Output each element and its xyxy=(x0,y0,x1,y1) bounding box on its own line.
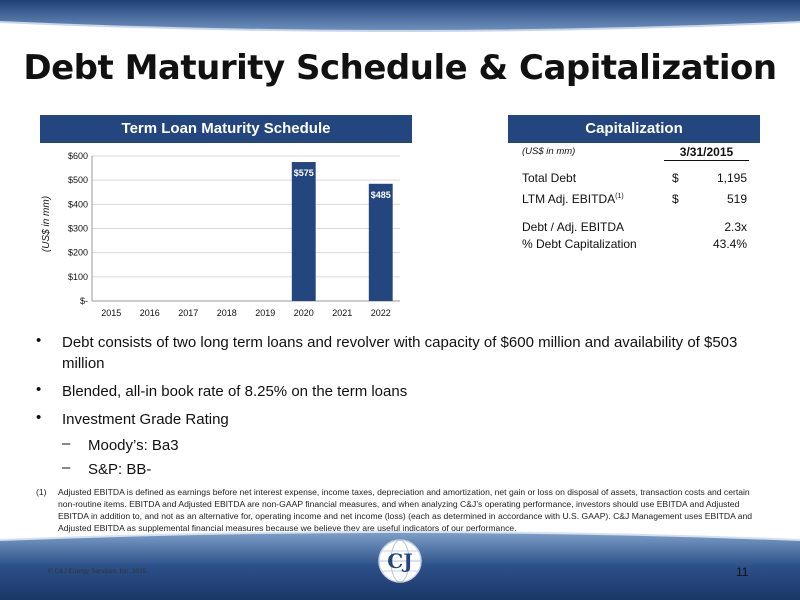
company-logo xyxy=(374,536,426,586)
row-currency-total-debt: $ xyxy=(672,171,679,185)
row-label-debt-capitalization: % Debt Capitalization xyxy=(522,237,637,251)
term-loan-maturity-chart xyxy=(40,144,412,324)
bullet-marker: • xyxy=(36,332,42,349)
y-tick-label: $500 xyxy=(67,175,88,186)
x-tick-label: 2021 xyxy=(332,308,353,318)
row-value-total-debt: 1,195 xyxy=(716,171,747,185)
x-tick-label: 2018 xyxy=(216,308,237,318)
top-decorative-band xyxy=(0,0,800,40)
capitalization-header: Capitalization xyxy=(508,115,760,143)
row-value-ltm-ebitda: 519 xyxy=(726,192,747,206)
maturity-schedule-header: Term Loan Maturity Schedule xyxy=(40,115,412,143)
bullet-marker: • xyxy=(36,409,42,426)
x-tick-label: 2019 xyxy=(255,308,276,318)
bullet-text: Debt consists of two long term loans and revolver with capacity of $600 million and availability of $503 million xyxy=(62,334,738,372)
sub-bullet-marker: – xyxy=(62,459,71,476)
x-tick-label: 2022 xyxy=(370,308,391,318)
data-label-2020: $575 xyxy=(293,168,314,179)
capitalization-table xyxy=(519,144,764,264)
sub-bullet-marker: – xyxy=(62,435,71,452)
x-tick-label: 2020 xyxy=(293,308,314,318)
bullet-marker: • xyxy=(36,381,42,398)
sub-bullet-text: S&P: BB- xyxy=(88,461,152,478)
row-label-total-debt: Total Debt xyxy=(522,171,577,185)
row-value-debt-capitalization: 43.4% xyxy=(712,237,747,251)
x-tick-label: 2016 xyxy=(139,308,160,318)
bullet-text: Investment Grade Rating xyxy=(62,411,229,428)
row-value-debt-ebitda: 2.3x xyxy=(724,220,747,234)
y-tick-label: $600 xyxy=(67,151,88,161)
footnote-number: (1) xyxy=(36,487,47,497)
row-label-ltm-ebitda: LTM Adj. EBITDA$^{(1)}$ xyxy=(522,192,624,206)
row-label-debt-ebitda: Debt / Adj. EBITDA xyxy=(522,220,625,234)
y-tick-label: $- xyxy=(79,296,88,306)
y-tick-label: $400 xyxy=(67,199,88,210)
footnote-text: Adjusted EBITDA is defined as earnings before net interest expense, income taxes, depreciation and amortization, net gain or loss on disposal of assets, transaction costs and certain non-routine items. EBITDA and Adjusted EBITDA are non-GAAP financial measures, and when analyzing C&J’s operating performance, investors should use EBITDA and Adjusted EBITDA in addition to, and not as an alternative for, operating income and net income (loss) (each as determined in accordance with U.S. GAAP). C&J Management uses EBITDA and Adjusted EBITDA as supplemental financial measures because we believe they are useful indicators of our performance. xyxy=(58,487,753,533)
data-label-2022: $485 xyxy=(370,189,391,200)
y-tick-label: $300 xyxy=(67,223,88,234)
units-note: (US$ in mm) xyxy=(522,146,576,157)
bar-2020 xyxy=(292,162,316,301)
bar-2022 xyxy=(369,184,393,301)
y-axis-label: (US$ in mm) xyxy=(41,195,52,253)
x-tick-label: 2017 xyxy=(178,308,199,318)
copyright-notice: © C&J Energy Services, Inc. 2015 xyxy=(48,568,147,575)
y-tick-label: $100 xyxy=(67,271,88,282)
x-tick-label: 2015 xyxy=(101,308,122,318)
bullet-text: Blended, all-in book rate of 8.25% on the term loans xyxy=(62,383,408,400)
y-tick-label: $200 xyxy=(67,247,88,258)
sub-bullet-text: Moody’s: Ba3 xyxy=(88,437,179,454)
svg-text:CJ: CJ xyxy=(387,549,413,573)
row-currency-ltm-ebitda: $ xyxy=(672,192,679,206)
date-column-header: 3/31/2015 xyxy=(664,145,749,161)
page-number: 11 xyxy=(736,565,749,579)
page-title: Debt Maturity Schedule & Capitalization xyxy=(23,48,777,88)
